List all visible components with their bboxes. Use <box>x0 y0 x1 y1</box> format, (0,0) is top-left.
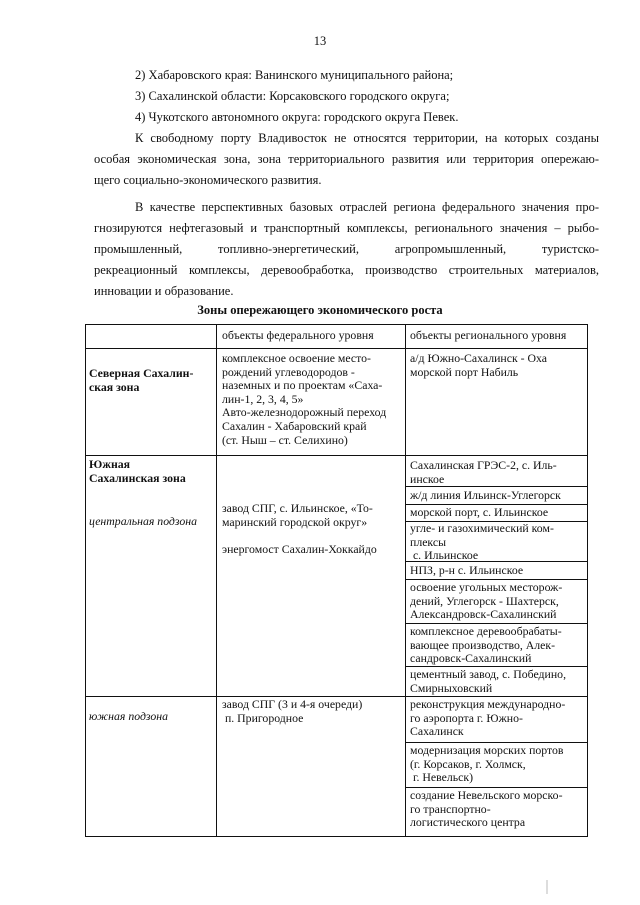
cell-line: морской порт, с. Ильинское <box>410 505 549 519</box>
south-federal-objects <box>222 698 362 725</box>
regional-object-coal-mining <box>410 581 562 622</box>
cell-line: завод СПГ (3 и 4-я очереди) <box>222 697 363 711</box>
regional-object-refinery <box>410 564 523 578</box>
regional-object-cement-plant <box>410 668 566 695</box>
list-item-4: 4) Чукотского автономного округа: городского округа Певек. <box>135 110 459 124</box>
zone-name-line: ская зона <box>89 379 140 394</box>
paragraph-line: гнозируются нефтегазовый и транспортный комплексы, регионального значения – рыбо- <box>94 221 599 235</box>
zone-name-line: Северная Сахалин- <box>89 366 194 380</box>
cell-line: Авто-железнодорожный переход <box>222 405 387 420</box>
cell-line <box>222 529 377 543</box>
cell-line: сандровск-Сахалинский <box>410 651 532 666</box>
header-regional: объекты регионального уровня <box>410 328 567 342</box>
cell-line: морской порт Набиль <box>410 364 519 379</box>
cell-line: комплексное освоение место- <box>222 351 371 365</box>
regional-object-logistics-center <box>410 789 563 830</box>
cell-line: реконструкция международно- <box>410 697 566 711</box>
south-subzone-label: южная подзона <box>89 709 169 723</box>
regional-object-railway <box>410 489 561 503</box>
table-border <box>85 324 86 837</box>
scan-mark <box>545 880 549 894</box>
cell-line: лин-1, 2, 3, 4, 5» <box>222 391 304 406</box>
zone-name-north <box>89 367 193 394</box>
table-border <box>85 836 588 837</box>
cell-line: п. Пригородное <box>222 710 304 725</box>
cell-line: НПЗ, р-н с. Ильинское <box>410 563 524 577</box>
cell-line: дений, Углегорск - Шахтерск, <box>410 593 559 608</box>
header-federal: объекты федерального уровня <box>222 328 374 342</box>
regional-object-airport <box>410 698 565 739</box>
zone-name-south <box>89 458 186 485</box>
cell-line: го аэропорта г. Южно- <box>410 710 523 725</box>
page-number: 13 <box>313 34 327 48</box>
cell-line: инское <box>410 471 445 486</box>
paragraph-line: особая экономическая зона, зона территориального развития или территория опережаю- <box>94 152 599 166</box>
paragraph-line: К свободному порту Владивосток не относятся территории, на которых созданы <box>135 131 599 145</box>
regional-object-coal-gas-chemical <box>410 522 554 563</box>
cell-line: освоение угольных месторож- <box>410 580 563 594</box>
cell-line: цементный завод, с. Победино, <box>410 667 567 681</box>
cell-line: комплексное деревообрабаты- <box>410 624 562 638</box>
north-regional-objects <box>410 352 547 379</box>
cell-line: Александровск-Сахалинский <box>410 607 557 622</box>
cell-line: Сахалин - Хабаровский край <box>222 418 367 433</box>
cell-line: (ст. Ныш – ст. Селихино) <box>222 432 348 447</box>
table-border <box>405 324 406 837</box>
paragraph-line: В качестве перспективных базовых отраслей региона федерального значения про- <box>135 200 599 214</box>
cell-line: завод СПГ, с. Ильинское, «То- <box>222 501 373 515</box>
central-federal-objects <box>222 502 377 556</box>
list-item-3: 3) Сахалинской области: Корсаковского городского округа; <box>135 89 450 103</box>
cell-line: логистического центра <box>410 815 526 830</box>
paragraph-line: щего социально-экономического развития. <box>94 173 322 187</box>
list-item-2: 2) Хабаровского края: Ванинского муниципального района; <box>135 68 454 82</box>
regional-object-seaport <box>410 506 548 520</box>
zone-name-line: Южная <box>89 457 131 471</box>
table-border <box>587 324 588 837</box>
cell-line: г. Невельск) <box>410 770 474 785</box>
cell-line: плексы <box>410 534 447 549</box>
cell-line: энергомост Сахалин-Хоккайдо <box>222 541 377 556</box>
table-title: Зоны опережающего экономического роста <box>197 303 443 317</box>
cell-line: с. Ильинское <box>410 548 479 563</box>
cell-line: ж/д линия Ильинск-Углегорск <box>410 488 561 502</box>
cell-line: модернизация морских портов <box>410 743 564 757</box>
cell-line: создание Невельского морско- <box>410 788 563 802</box>
cell-line: а/д Южно-Сахалинск - Оха <box>410 351 548 365</box>
zones-table <box>85 324 588 837</box>
paragraph-line: промышленный, топливно-энергетический, агропромышленный, туристско- <box>94 242 599 256</box>
table-border <box>85 348 588 349</box>
cell-line: Смирныховский <box>410 680 493 695</box>
north-federal-objects <box>222 352 386 447</box>
cell-line: Сахалинская ГРЭС-2, с. Иль- <box>410 458 557 472</box>
table-border <box>85 324 588 325</box>
cell-line: маринский городской округ» <box>222 514 368 529</box>
cell-line: наземных и по проектам «Саха- <box>222 378 383 393</box>
cell-line: рождений углеводородов - <box>222 364 355 379</box>
table-border <box>216 324 217 837</box>
scan-mark-icon <box>545 880 549 894</box>
central-subzone-label: центральная подзона <box>89 514 197 528</box>
cell-line: (г. Корсаков, г. Холмск, <box>410 756 526 771</box>
cell-line: вающее производство, Алек- <box>410 637 556 652</box>
zone-name-line: Сахалинская зона <box>89 470 186 485</box>
paragraph-line: инновации и образование. <box>94 284 234 298</box>
paragraph-line: рекреационный комплексы, деревообработка, производство строительных материалов, <box>94 263 599 277</box>
cell-line: угле- и газохимический ком- <box>410 521 554 535</box>
regional-object-grés2 <box>410 459 557 486</box>
cell-line: го транспортно- <box>410 801 491 816</box>
table-border <box>85 455 588 456</box>
cell-line: Сахалинск <box>410 724 464 739</box>
regional-object-woodworking <box>410 625 562 666</box>
regional-object-sea-ports <box>410 744 564 785</box>
